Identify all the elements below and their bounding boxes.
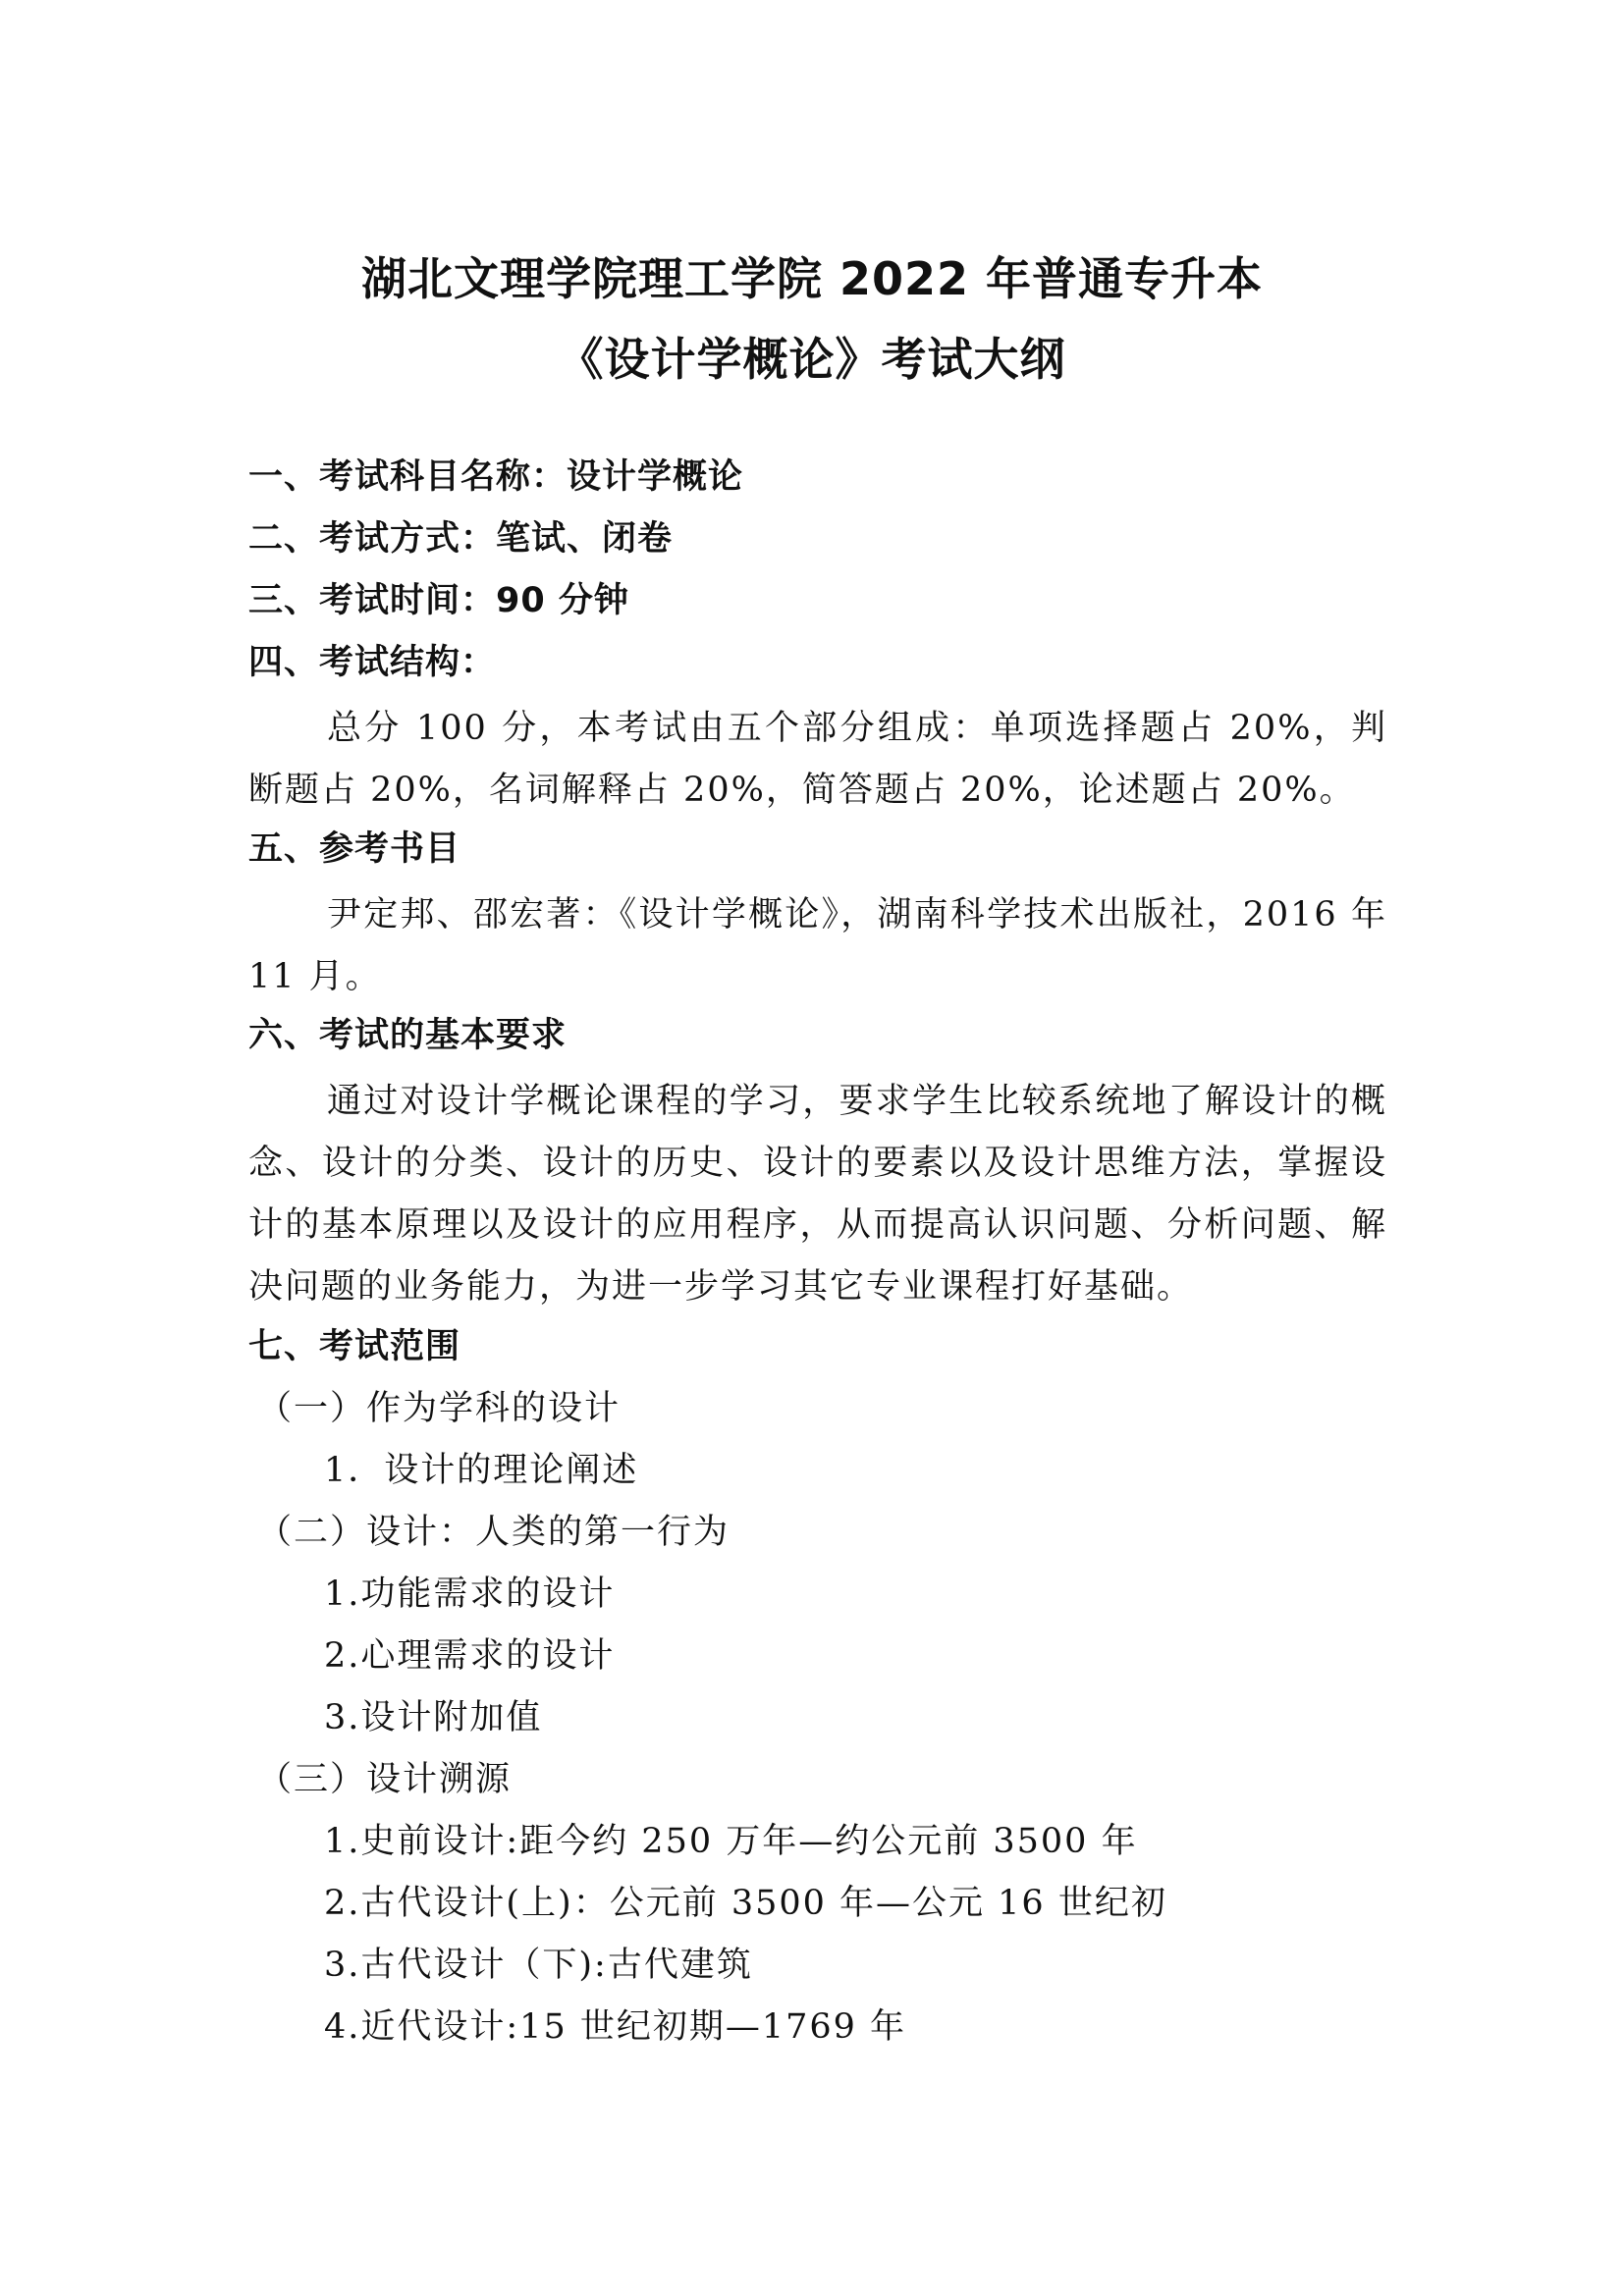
section-heading-method: 二、考试方式：笔试、闭卷 bbox=[248, 519, 674, 559]
scope-part2-item: 1.功能需求的设计 bbox=[324, 1575, 616, 1614]
document-title-line1: 湖北文理学院理工学院 2022 年普通专升本 bbox=[360, 252, 1264, 305]
references-paragraph: 尹定邦、邵宏著：《设计学概论》，湖南科学技术出版社，2016 年 11 月。 bbox=[248, 895, 1387, 996]
scope-part2-heading: （二）设计：人类的第一行为 bbox=[257, 1513, 731, 1552]
scope-part3-item: 1.史前设计:距今约 250 万年—约公元前 3500 年 bbox=[324, 1822, 1138, 1861]
section-heading-structure: 四、考试结构： bbox=[248, 643, 497, 682]
document-title-line2: 《设计学概论》考试大纲 bbox=[558, 333, 1066, 386]
section-heading-subject: 一、考试科目名称：设计学概论 bbox=[248, 457, 744, 497]
structure-paragraph: 总分 100 分，本考试由五个部分组成：单项选择题占 20%，判断题占 20%，名词解释占 20%，简答题占 20%，论述题占 20%。 bbox=[248, 709, 1387, 810]
scope-part3-item: 4.近代设计:15 世纪初期—1769 年 bbox=[324, 2007, 907, 2047]
scope-part1-heading: （一）作为学科的设计 bbox=[257, 1389, 622, 1428]
scope-part3-heading: （三）设计溯源 bbox=[257, 1760, 513, 1799]
scope-part1-item: 1．设计的理论阐述 bbox=[324, 1451, 639, 1490]
requirements-paragraph: 通过对设计学概论课程的学习，要求学生比较系统地了解设计的概念、设计的分类、设计的历史、设计的要素以及设计思维方法，掌握设计的基本原理以及设计的应用程序，从而提高认识问题、分析问题、解决问题的业务能力，为进一步学习其它专业课程打好基础。 bbox=[248, 1082, 1387, 1307]
section-heading-duration: 三、考试时间：90 分钟 bbox=[248, 581, 629, 620]
section-heading-scope: 七、考试范围 bbox=[248, 1327, 461, 1366]
section-heading-requirements: 六、考试的基本要求 bbox=[248, 1016, 568, 1055]
scope-part3-item: 2.古代设计(上)：公元前 3500 年—公元 16 世纪初 bbox=[324, 1884, 1167, 1923]
scope-part2-item: 2.心理需求的设计 bbox=[324, 1636, 616, 1676]
scope-part2-item: 3.设计附加值 bbox=[324, 1698, 543, 1737]
section-heading-references: 五、参考书目 bbox=[248, 829, 461, 869]
scope-part3-item: 3.古代设计（下):古代建筑 bbox=[324, 1946, 753, 1985]
